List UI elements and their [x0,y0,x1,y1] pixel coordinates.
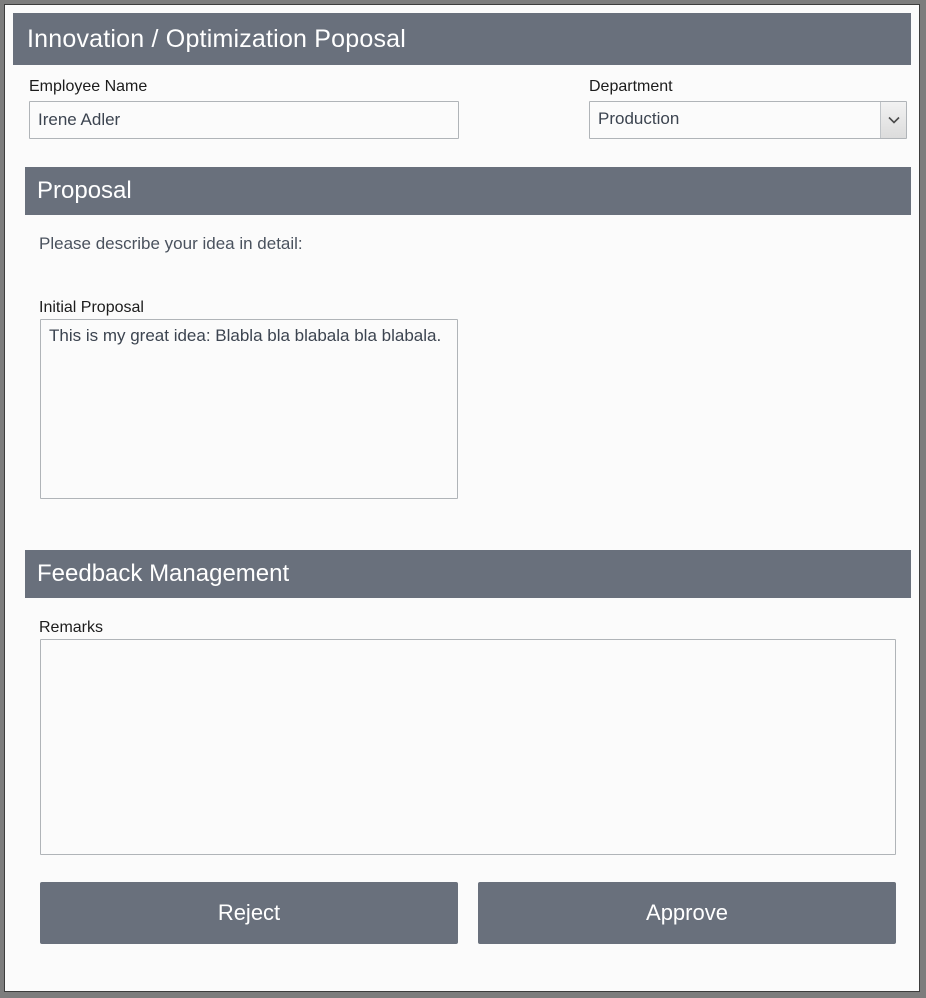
approve-button[interactable]: Approve [478,882,896,944]
employee-name-label: Employee Name [29,78,148,95]
proposal-instruction: Please describe your idea in detail: [39,234,303,253]
proposal-section-header [25,167,911,215]
page-title: Innovation / Optimization Poposal [27,24,407,53]
title-bar [13,13,911,65]
initial-proposal-label: Initial Proposal [39,299,144,316]
feedback-section-header [25,550,911,598]
reject-button[interactable]: Reject [40,882,458,944]
remarks-textarea[interactable] [40,639,896,855]
remarks-label: Remarks [39,619,104,636]
identity-row [5,77,920,147]
department-select[interactable] [589,101,907,139]
employee-name-field-group [29,77,459,139]
department-select-value[interactable]: Production [589,101,907,139]
employee-name-input[interactable] [29,101,459,139]
initial-proposal-textarea[interactable] [40,319,458,499]
proposal-section-title: Proposal [37,177,132,204]
department-field-group [589,77,907,139]
chevron-down-icon[interactable] [880,102,906,138]
feedback-section-title: Feedback Management [37,560,290,587]
department-label: Department [589,78,673,95]
application-window [4,4,920,992]
